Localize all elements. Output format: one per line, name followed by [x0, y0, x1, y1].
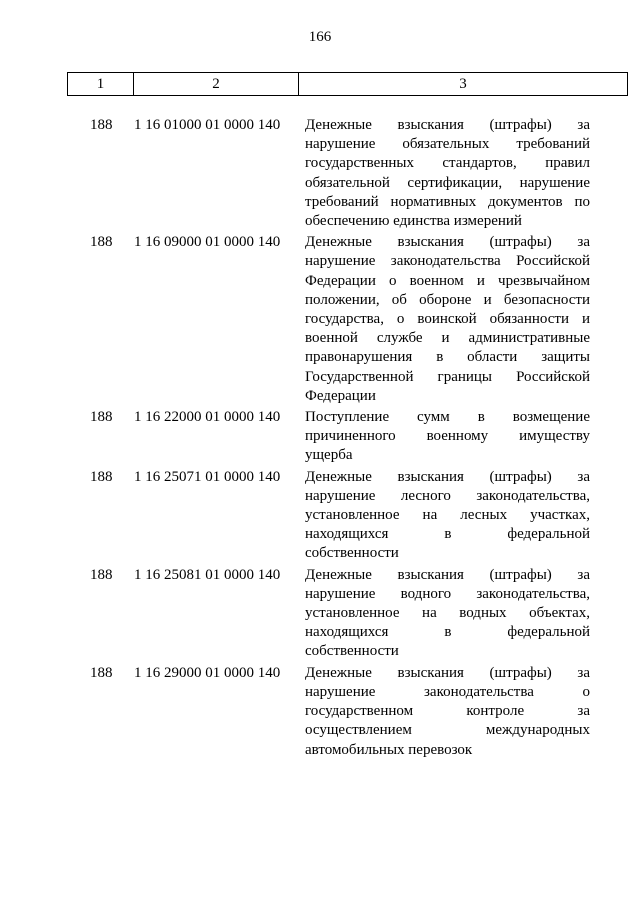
description-line: обеспечению единства измерений [305, 213, 522, 230]
description-line: собственности [305, 545, 399, 562]
table-row [0, 468, 640, 564]
description-line: ущерба [305, 447, 353, 464]
description-line: требований нормативных документов по [305, 193, 590, 210]
revenue-code: 1 16 25081 01 0000 140 [134, 566, 281, 583]
column-header-1: 1 [68, 73, 134, 96]
admin-code: 188 [90, 566, 113, 583]
description-line: нарушение лесного законодательства, [305, 487, 590, 504]
revenue-description [305, 664, 590, 760]
revenue-code: 1 16 29000 01 0000 140 [134, 664, 281, 681]
revenue-description [305, 233, 590, 406]
table-body [0, 116, 640, 762]
revenue-description [305, 116, 590, 231]
revenue-description [305, 468, 590, 564]
column-header-table [67, 72, 628, 96]
description-line: государственных стандартов, правил [305, 155, 590, 172]
admin-code: 188 [90, 468, 113, 485]
description-line: Поступление сумм в возмещение [305, 409, 590, 426]
description-line: находящихся в федеральной [305, 526, 590, 543]
revenue-code: 1 16 09000 01 0000 140 [134, 234, 281, 251]
admin-code: 188 [90, 234, 113, 251]
description-line: установленное на лесных участках, [305, 507, 590, 524]
description-line: нарушение законодательства о [305, 683, 590, 700]
table-row [0, 408, 640, 466]
description-line: государственном контроле за [305, 703, 590, 720]
description-line: собственности [305, 643, 399, 660]
description-line: Денежные взыскания (штрафы) за [305, 566, 590, 583]
table-row [0, 233, 640, 406]
table-row [0, 116, 640, 231]
description-line: Денежные взыскания (штрафы) за [305, 664, 590, 681]
revenue-description [305, 408, 590, 466]
column-header-3: 3 [299, 73, 628, 96]
description-line: автомобильных перевозок [305, 741, 473, 758]
description-line: Денежные взыскания (штрафы) за [305, 234, 590, 251]
description-line: Федерации [305, 387, 376, 404]
table-row [0, 566, 640, 662]
description-line: нарушение обязательных требований [305, 136, 590, 153]
description-line: установленное на водных объектах, [305, 605, 590, 622]
description-line: причиненного военному имуществу [305, 428, 590, 445]
admin-code: 188 [90, 117, 113, 133]
description-line: положении, об обороне и безопасности [305, 291, 590, 308]
admin-code: 188 [90, 409, 113, 426]
revenue-code: 1 16 01000 01 0000 140 [134, 117, 281, 133]
revenue-code: 1 16 22000 01 0000 140 [134, 409, 281, 426]
table-row [0, 664, 640, 760]
description-line: Федерации о военном и чрезвычайном [305, 272, 590, 289]
description-line: военной службе и административные [305, 330, 590, 347]
description-line: Денежные взыскания (штрафы) за [305, 117, 590, 133]
description-line: Денежные взыскания (штрафы) за [305, 468, 590, 485]
description-line: обязательной сертификации, нарушение [305, 174, 590, 191]
description-line: Государственной границы Российской [305, 368, 590, 385]
description-line: нарушение водного законодательства, [305, 585, 590, 602]
description-line: правонарушения в области защиты [305, 349, 590, 366]
column-header-row [68, 73, 628, 96]
column-header-2: 2 [134, 73, 299, 96]
revenue-code: 1 16 25071 01 0000 140 [134, 468, 281, 485]
description-line: осуществлением международных [305, 722, 590, 739]
description-line: нарушение законодательства Российской [305, 253, 590, 270]
revenue-description [305, 566, 590, 662]
page-number: 166 [308, 29, 332, 45]
description-line: государства, о воинской обязанности и [305, 311, 590, 328]
admin-code: 188 [90, 664, 113, 681]
description-line: находящихся в федеральной [305, 624, 590, 641]
